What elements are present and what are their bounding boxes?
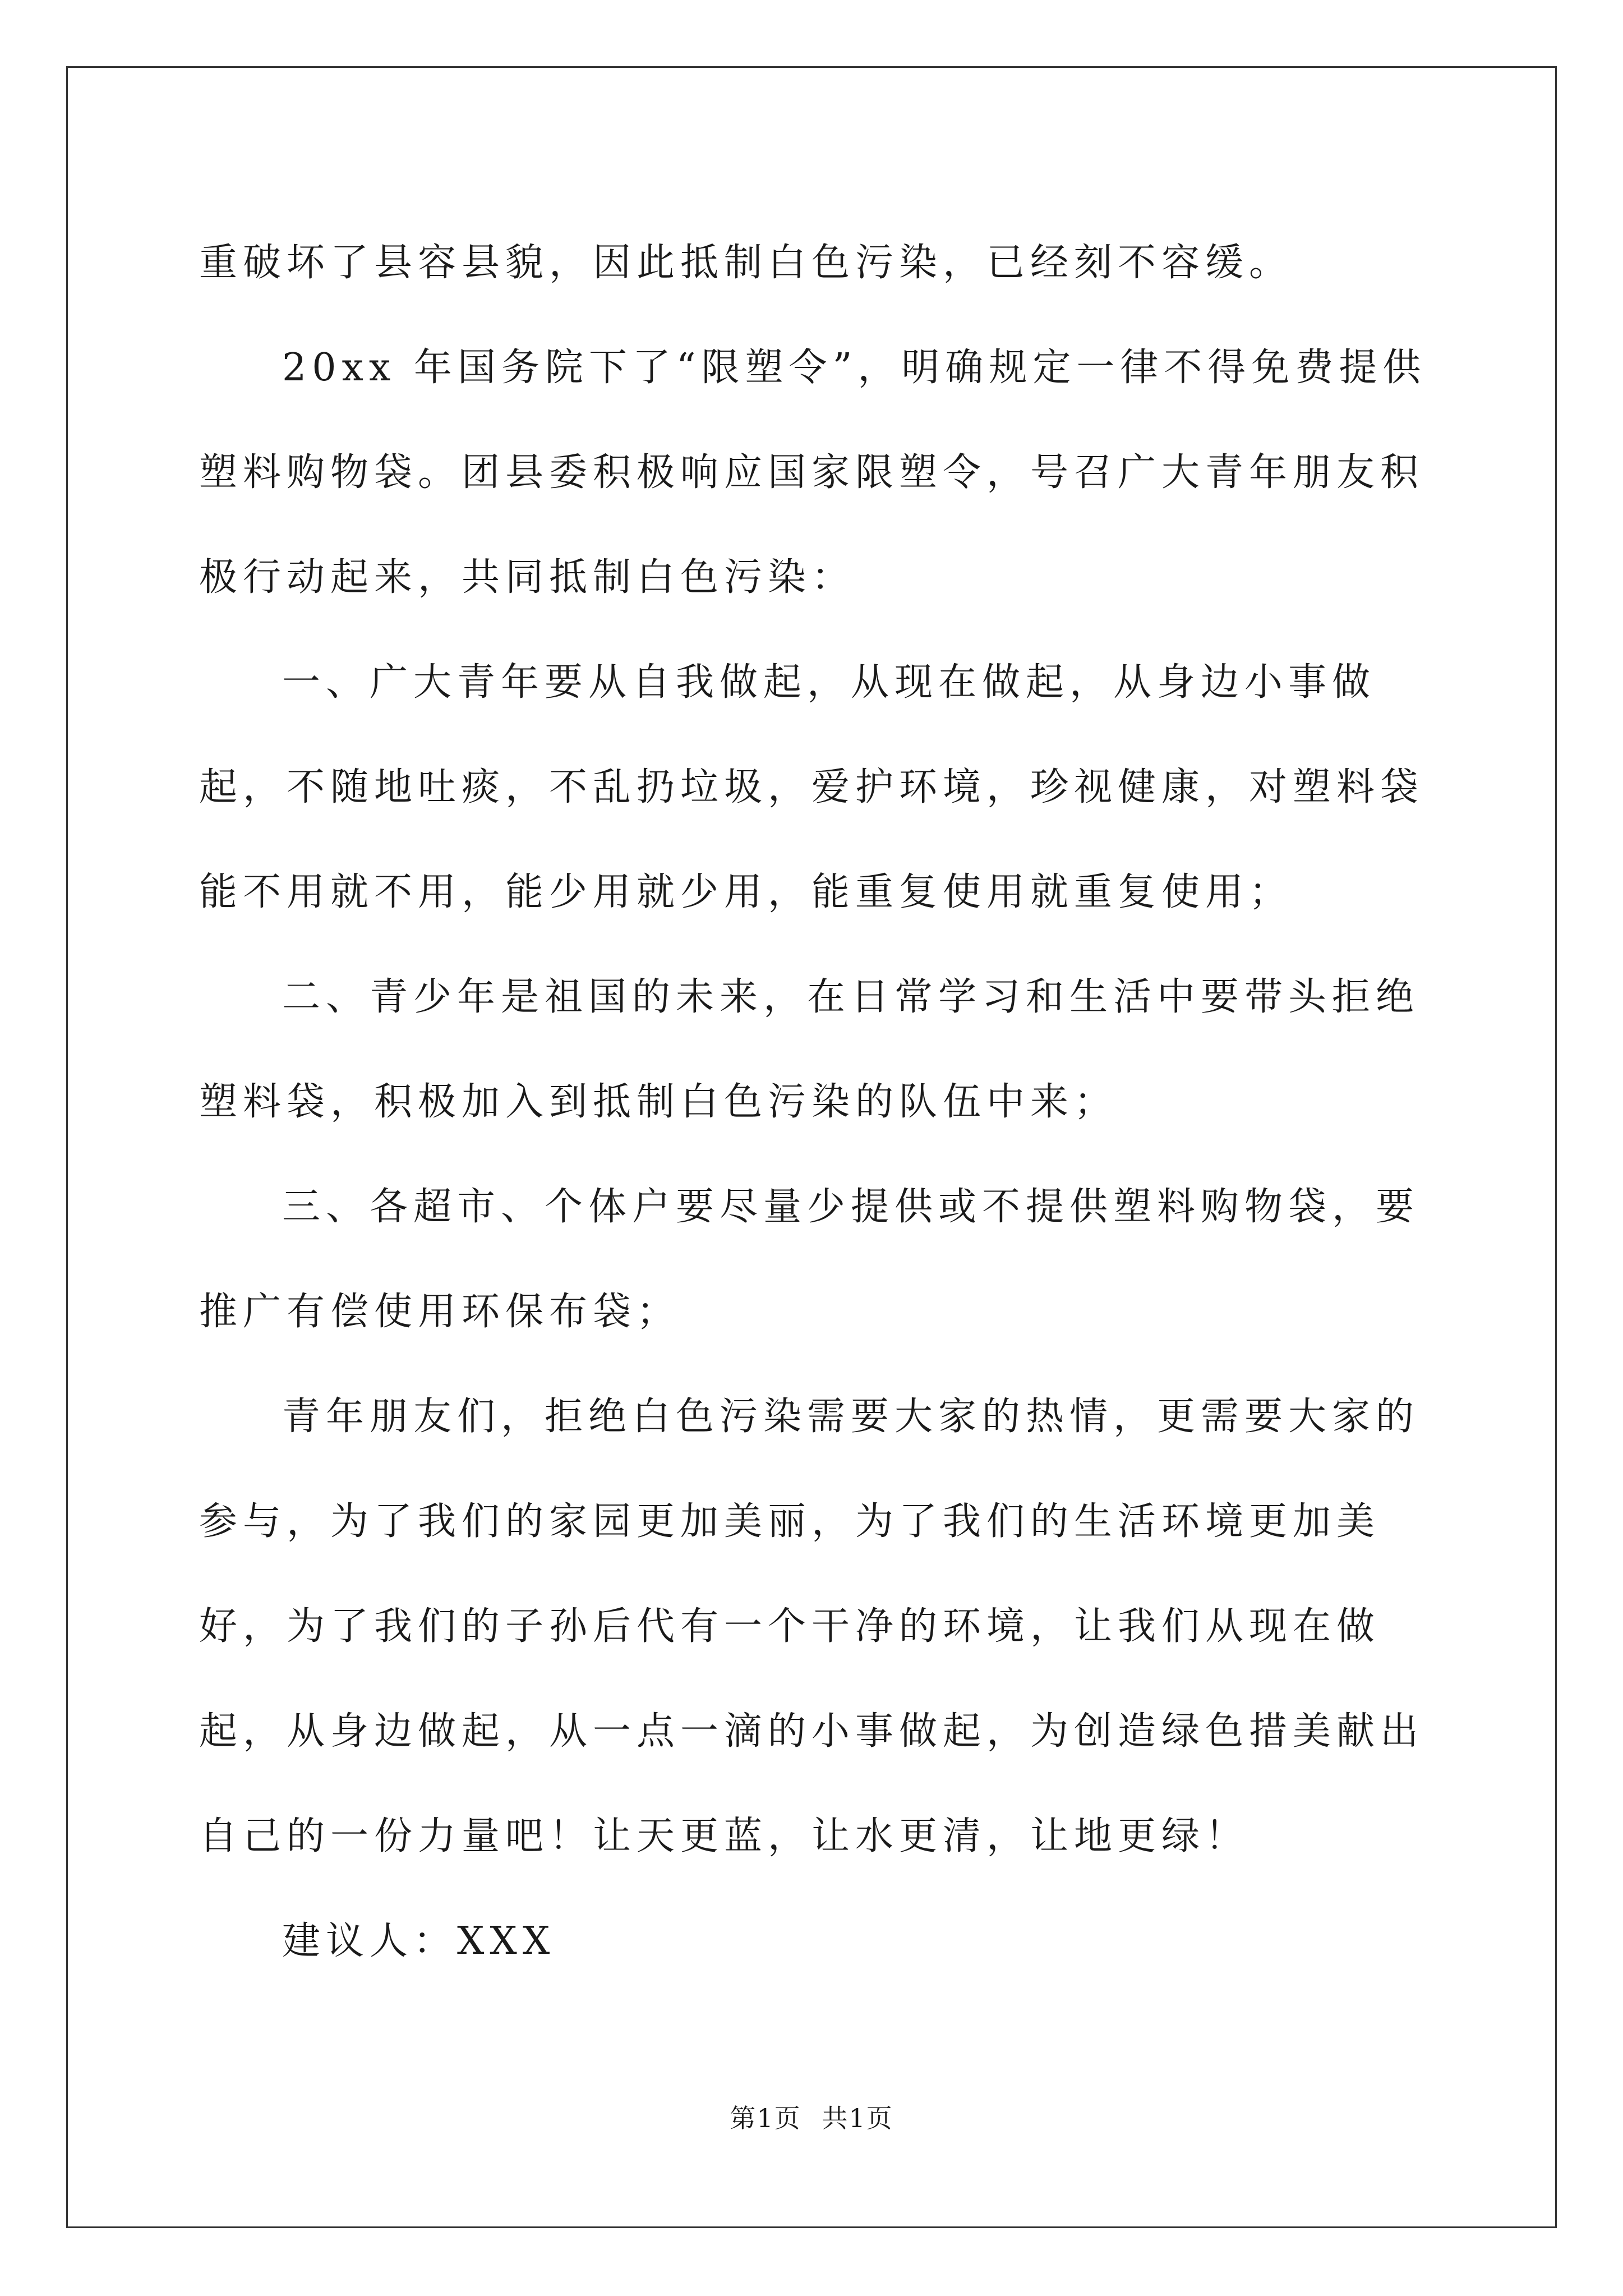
- paragraph-point-three: 三、各超市、个体户要尽量少提供或不提供塑料购物袋，要推广有偿使用环保布袋；: [199, 1185, 1420, 1334]
- paragraph-point-one: 一、广大青年要从自我做起，从现在做起，从身边小事做起，不随地吐痰，不乱扔垃圾，爱护环境，珍视健康，对塑料袋能不用就不用，能少用就少用，能重复使用就重复使用；: [199, 660, 1424, 914]
- paragraph-call-to-action: 青年朋友们，拒绝白色污染需要大家的热情，更需要大家的参与，为了我们的家园更加美丽，为了我们的生活环境更加美好，为了我们的子孙后代有一个干净的环境，让我们从现在做起，从身边做起，从一点一滴的小事做起，为创造绿色措美献出自己的一份力量吧！让天更蓝，让水更清，让地更绿！: [199, 1395, 1424, 1858]
- paragraph-plastic-ban: 20xx 年国务院下了“限塑令”，明确规定一律不得免费提供塑料购物袋。团县委积极响应国家限塑令，号召广大青年朋友积极行动起来，共同抵制白色污染：: [199, 346, 1427, 600]
- page-footer: [0, 2098, 1623, 2135]
- page-number-current: 第1页: [730, 2103, 801, 2133]
- paragraph-signature: 建议人：XXX: [282, 1919, 556, 1963]
- document-body: [199, 210, 1455, 1994]
- paragraph-continuation: 重破坏了县容县貌，因此抵制白色污染，已经刻不容缓。: [199, 241, 1293, 285]
- page-number-total: 共1页: [822, 2103, 893, 2133]
- paragraph-point-two: 二、青少年是祖国的未来，在日常学习和生活中要带头拒绝塑料袋，积极加入到抵制白色污染的队伍中来；: [199, 975, 1420, 1124]
